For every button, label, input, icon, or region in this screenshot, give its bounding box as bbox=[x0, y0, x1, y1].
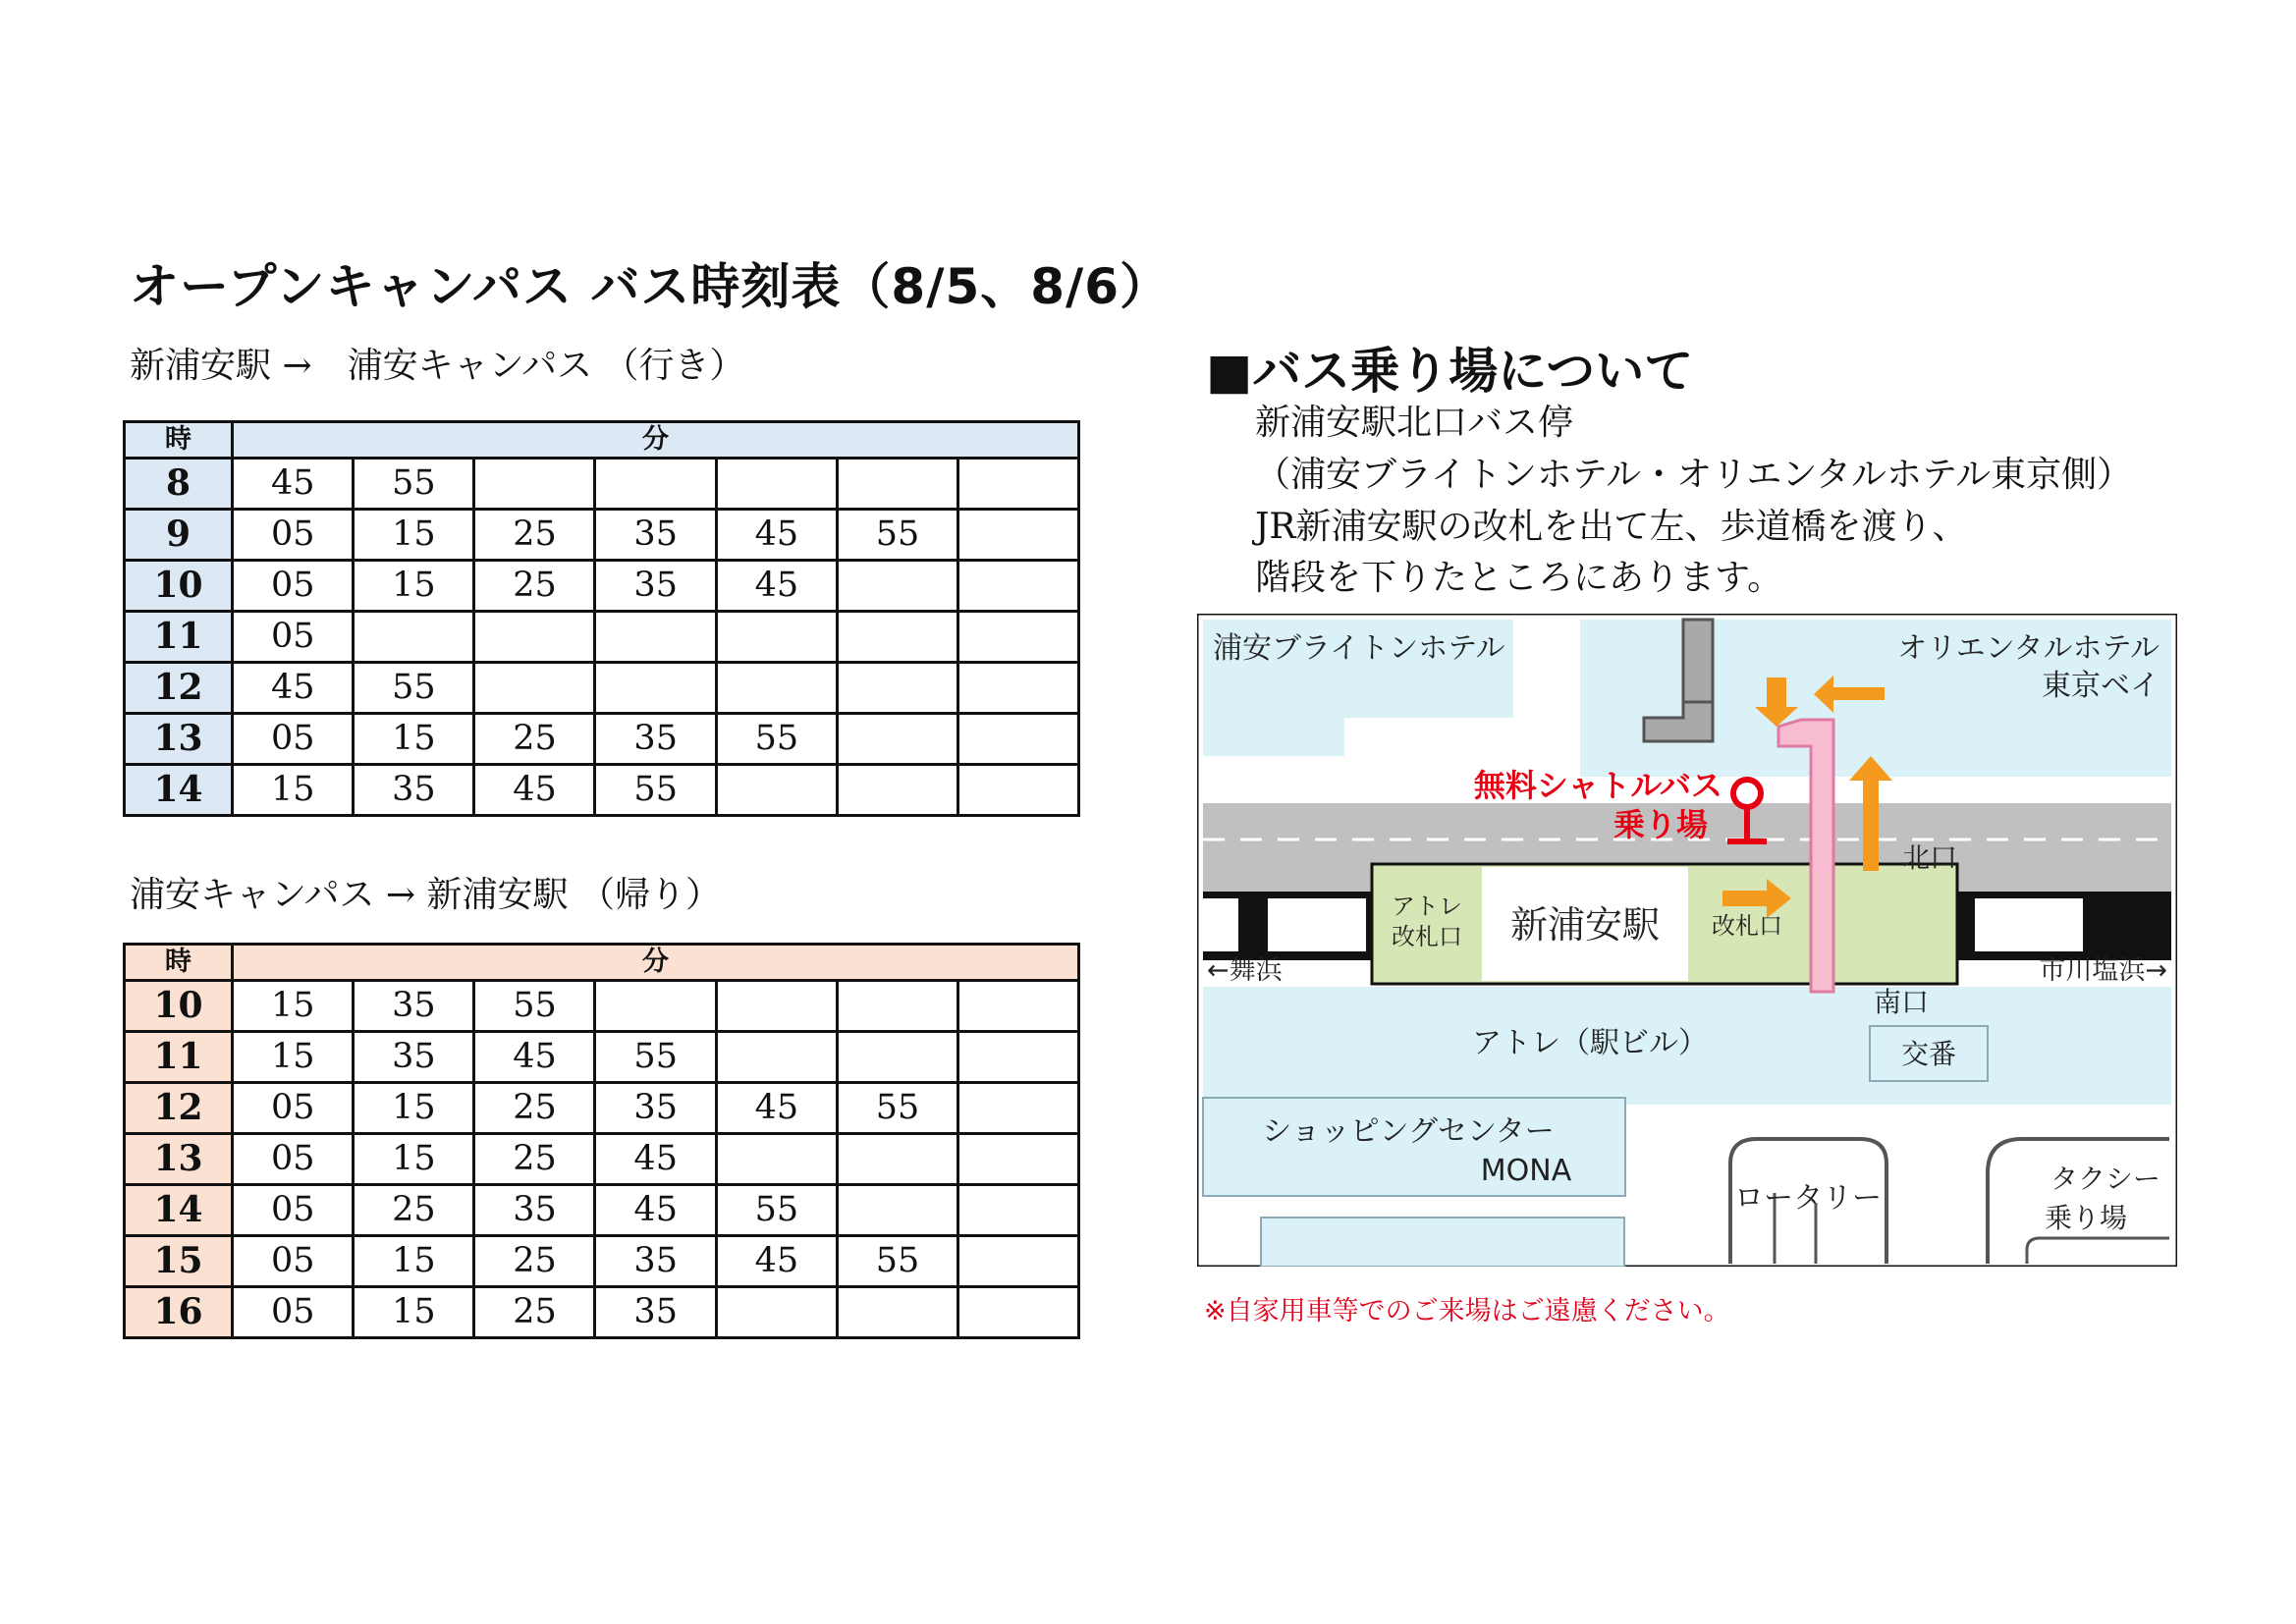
table-row bbox=[125, 1236, 1079, 1287]
minute-cell bbox=[716, 765, 837, 816]
minute-cell: 45 bbox=[716, 510, 837, 561]
table-row bbox=[125, 765, 1079, 816]
bus-stop-line-3: JR新浦安駅の改札を出て左、歩道橋を渡り、 bbox=[1255, 507, 1968, 547]
maihama-label: ←舞浜 bbox=[1207, 955, 1283, 986]
minute-cell: 35 bbox=[595, 510, 716, 561]
minute-cell bbox=[595, 612, 716, 663]
minute-cell: 55 bbox=[716, 714, 837, 765]
inbound-rows bbox=[125, 981, 1079, 1338]
minute-cell bbox=[837, 1287, 957, 1338]
table-row bbox=[125, 981, 1079, 1032]
taxi-label-2: 乗り場 bbox=[2044, 1202, 2128, 1234]
table-row bbox=[125, 1083, 1079, 1134]
table-row bbox=[125, 663, 1079, 714]
koban-label: 交番 bbox=[1900, 1038, 1957, 1070]
train-window-right bbox=[1975, 898, 2083, 951]
hour-header: 時 bbox=[125, 422, 233, 459]
minute-cell bbox=[837, 663, 957, 714]
minute-cell: 45 bbox=[233, 663, 354, 714]
hour-cell: 8 bbox=[125, 459, 233, 510]
minute-cell: 25 bbox=[474, 1134, 595, 1185]
hour-cell: 11 bbox=[125, 1032, 233, 1083]
hour-cell: 12 bbox=[125, 663, 233, 714]
minute-cell: 15 bbox=[233, 981, 354, 1032]
minute-cell bbox=[595, 459, 716, 510]
minute-cell: 45 bbox=[716, 1236, 837, 1287]
hotel-right-label-1: オリエンタルホテル bbox=[1897, 631, 2159, 666]
table-row bbox=[125, 1134, 1079, 1185]
outbound-route-label: 新浦安駅 → 浦安キャンパス （行き） bbox=[130, 346, 745, 386]
minute-cell bbox=[837, 714, 957, 765]
inbound-route-label: 浦安キャンパス → 新浦安駅 （帰り） bbox=[130, 875, 721, 915]
minute-cell bbox=[957, 561, 1078, 612]
minute-header: 分 bbox=[233, 422, 1079, 459]
parking-note: ※自家用車等でのご来場はご遠慮ください。 bbox=[1204, 1296, 1730, 1326]
atre-gate-label-1: アトレ bbox=[1392, 893, 1462, 920]
table-row bbox=[125, 510, 1079, 561]
minute-cell bbox=[957, 1134, 1078, 1185]
table-row bbox=[125, 612, 1079, 663]
atre-gate-label-2: 改札口 bbox=[1392, 923, 1462, 950]
gate-label: 改札口 bbox=[1712, 912, 1782, 940]
minute-cell: 05 bbox=[233, 1134, 354, 1185]
minute-cell: 05 bbox=[233, 612, 354, 663]
south-exit-label: 南口 bbox=[1874, 986, 1930, 1018]
minute-cell: 35 bbox=[354, 1032, 474, 1083]
minute-cell bbox=[837, 561, 957, 612]
minute-cell bbox=[716, 1287, 837, 1338]
minute-cell: 25 bbox=[474, 714, 595, 765]
minute-cell bbox=[716, 459, 837, 510]
minute-cell bbox=[837, 459, 957, 510]
minute-cell bbox=[837, 1185, 957, 1236]
minute-cell: 35 bbox=[595, 1236, 716, 1287]
minute-cell bbox=[957, 714, 1078, 765]
minute-cell: 45 bbox=[233, 459, 354, 510]
minute-cell bbox=[957, 1185, 1078, 1236]
table-row bbox=[125, 459, 1079, 510]
minute-cell bbox=[837, 1134, 957, 1185]
minute-cell bbox=[837, 1032, 957, 1083]
minute-cell: 35 bbox=[354, 765, 474, 816]
minute-cell: 15 bbox=[233, 765, 354, 816]
table-row bbox=[125, 1185, 1079, 1236]
water-area-left-lower bbox=[1203, 712, 1350, 756]
minute-cell: 55 bbox=[837, 1236, 957, 1287]
minute-cell: 55 bbox=[595, 765, 716, 816]
minute-cell bbox=[595, 663, 716, 714]
hour-cell: 12 bbox=[125, 1083, 233, 1134]
hour-header: 時 bbox=[125, 945, 233, 981]
minute-cell: 25 bbox=[474, 510, 595, 561]
minute-cell: 25 bbox=[354, 1185, 474, 1236]
minute-cell: 35 bbox=[595, 1287, 716, 1338]
minute-cell: 35 bbox=[595, 1083, 716, 1134]
table-header-row bbox=[125, 945, 1079, 981]
ichikawa-label: 市川塩浜→ bbox=[2039, 955, 2167, 986]
minute-cell: 45 bbox=[716, 1083, 837, 1134]
minute-cell: 55 bbox=[474, 981, 595, 1032]
minute-cell: 45 bbox=[474, 765, 595, 816]
shopping-label-2: MONA bbox=[1480, 1154, 1572, 1188]
minute-cell: 35 bbox=[595, 714, 716, 765]
page-title: オープンキャンパス バス時刻表（8/5、8/6） bbox=[130, 258, 1171, 315]
atre-building-label: アトレ（駅ビル） bbox=[1472, 1026, 1708, 1060]
north-exit-label: 北口 bbox=[1902, 841, 1958, 874]
hour-cell: 10 bbox=[125, 981, 233, 1032]
minute-cell: 55 bbox=[354, 459, 474, 510]
minute-cell bbox=[957, 765, 1078, 816]
minute-cell: 55 bbox=[837, 1083, 957, 1134]
hour-cell: 11 bbox=[125, 612, 233, 663]
hour-cell: 14 bbox=[125, 765, 233, 816]
minute-cell bbox=[474, 612, 595, 663]
minute-cell: 15 bbox=[233, 1032, 354, 1083]
station-label: 新浦安駅 bbox=[1509, 903, 1661, 947]
minute-cell bbox=[957, 612, 1078, 663]
bus-stop-icon bbox=[1733, 780, 1761, 807]
minute-cell: 45 bbox=[716, 561, 837, 612]
minute-cell bbox=[354, 612, 474, 663]
hour-cell: 15 bbox=[125, 1236, 233, 1287]
minute-cell: 05 bbox=[233, 714, 354, 765]
hour-cell: 9 bbox=[125, 510, 233, 561]
minute-cell bbox=[474, 663, 595, 714]
minute-cell bbox=[716, 612, 837, 663]
bus-stop-heading: ■バス乗り場について bbox=[1206, 343, 1694, 400]
minute-cell bbox=[957, 1236, 1078, 1287]
minute-cell bbox=[957, 981, 1078, 1032]
minute-cell: 15 bbox=[354, 1287, 474, 1338]
minute-cell bbox=[474, 459, 595, 510]
outbound-rows bbox=[125, 459, 1079, 816]
bus-stop-line-1: 新浦安駅北口バス停 bbox=[1255, 403, 1574, 443]
minute-cell: 25 bbox=[474, 1287, 595, 1338]
minute-cell: 45 bbox=[595, 1134, 716, 1185]
minute-cell: 15 bbox=[354, 510, 474, 561]
minute-cell: 05 bbox=[233, 1185, 354, 1236]
minute-cell: 15 bbox=[354, 1134, 474, 1185]
minute-cell: 05 bbox=[233, 510, 354, 561]
minute-cell bbox=[716, 981, 837, 1032]
minute-cell: 55 bbox=[716, 1185, 837, 1236]
station-map bbox=[1197, 614, 2177, 1267]
minute-cell bbox=[957, 459, 1078, 510]
taxi-label-1: タクシー bbox=[2050, 1163, 2161, 1195]
minute-cell: 55 bbox=[837, 510, 957, 561]
minute-cell bbox=[595, 981, 716, 1032]
shopping-label-1: ショッピングセンター bbox=[1262, 1114, 1555, 1149]
train-window-left bbox=[1203, 898, 1238, 951]
shuttle-label-1: 無料シャトルバス bbox=[1473, 767, 1722, 804]
minute-cell: 35 bbox=[354, 981, 474, 1032]
minute-cell bbox=[837, 765, 957, 816]
hotel-left-label: 浦安ブライトンホテル bbox=[1213, 631, 1505, 666]
minute-cell bbox=[716, 663, 837, 714]
hour-cell: 13 bbox=[125, 714, 233, 765]
table-row bbox=[125, 714, 1079, 765]
minute-cell bbox=[957, 663, 1078, 714]
hour-cell: 13 bbox=[125, 1134, 233, 1185]
minute-cell: 15 bbox=[354, 1083, 474, 1134]
hotel-right-label-2: 東京ベイ bbox=[2042, 669, 2159, 703]
train-window-left-2 bbox=[1268, 898, 1366, 951]
minute-cell: 25 bbox=[474, 1236, 595, 1287]
minute-cell: 05 bbox=[233, 1287, 354, 1338]
minute-cell bbox=[837, 612, 957, 663]
minute-cell: 45 bbox=[474, 1032, 595, 1083]
minute-cell: 35 bbox=[474, 1185, 595, 1236]
hour-cell: 16 bbox=[125, 1287, 233, 1338]
minute-cell: 35 bbox=[595, 561, 716, 612]
minute-cell: 25 bbox=[474, 561, 595, 612]
minute-cell: 15 bbox=[354, 1236, 474, 1287]
rotary-label: ロータリー bbox=[1734, 1181, 1882, 1216]
minute-cell bbox=[957, 510, 1078, 561]
minute-cell bbox=[957, 1083, 1078, 1134]
minute-header: 分 bbox=[233, 945, 1079, 981]
minute-cell: 55 bbox=[354, 663, 474, 714]
inbound-timetable bbox=[123, 943, 1080, 1339]
minute-cell: 05 bbox=[233, 1083, 354, 1134]
table-header-row bbox=[125, 422, 1079, 459]
hour-cell: 14 bbox=[125, 1185, 233, 1236]
minute-cell bbox=[837, 981, 957, 1032]
shuttle-label-2: 乗り場 bbox=[1613, 806, 1708, 843]
minute-cell: 05 bbox=[233, 561, 354, 612]
minute-cell: 25 bbox=[474, 1083, 595, 1134]
minute-cell bbox=[716, 1032, 837, 1083]
minute-cell: 45 bbox=[595, 1185, 716, 1236]
minute-cell: 15 bbox=[354, 561, 474, 612]
table-row bbox=[125, 1287, 1079, 1338]
minute-cell: 15 bbox=[354, 714, 474, 765]
hour-cell: 10 bbox=[125, 561, 233, 612]
minute-cell bbox=[957, 1032, 1078, 1083]
table-row bbox=[125, 561, 1079, 612]
bus-stop-line-2: （浦安ブライトンホテル・オリエンタルホテル東京側） bbox=[1255, 455, 2133, 495]
bus-stop-line-4: 階段を下りたところにあります。 bbox=[1255, 558, 1783, 598]
minute-cell bbox=[716, 1134, 837, 1185]
minute-cell: 05 bbox=[233, 1236, 354, 1287]
outbound-timetable bbox=[123, 420, 1080, 817]
minute-cell: 55 bbox=[595, 1032, 716, 1083]
lower-block bbox=[1261, 1218, 1624, 1267]
minute-cell bbox=[957, 1287, 1078, 1338]
table-row bbox=[125, 1032, 1079, 1083]
